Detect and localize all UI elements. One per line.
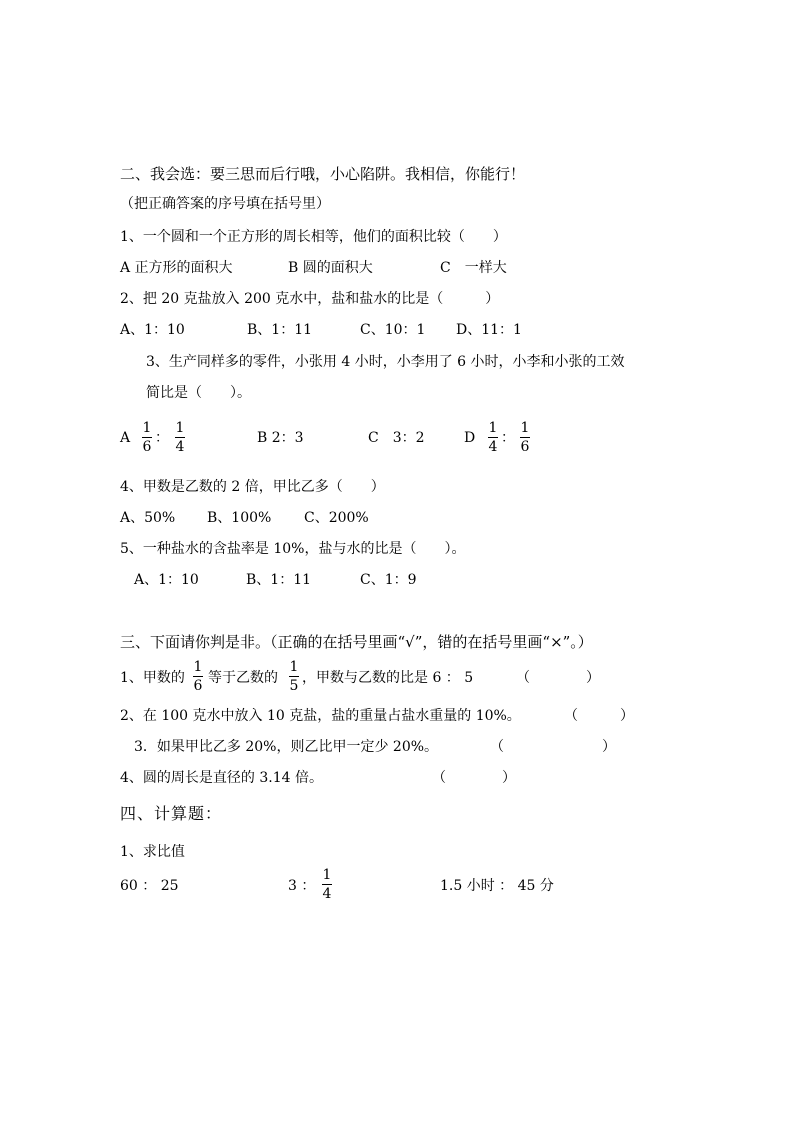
q1-option-b: B 圆的面积大 bbox=[288, 260, 373, 276]
section2-instruction: （把正确答案的序号填在括号里） bbox=[120, 196, 330, 212]
q3-option-a-label: A bbox=[120, 430, 131, 446]
s3-item4-text: 4、圆的周长是直径的 3.14 倍。 bbox=[120, 770, 323, 786]
q3-d-denominator-2: 6 bbox=[520, 439, 530, 455]
s3-item1-fraction-2 bbox=[289, 660, 299, 693]
q1-stem: 1、一个圆和一个正方形的周长相等，他们的面积比较（ ） bbox=[120, 229, 507, 245]
s3-item4-answer-paren[interactable]: （ ） bbox=[432, 770, 516, 786]
q2-option-a: A、1：10 bbox=[120, 322, 185, 338]
q3-d-numerator-2: 1 bbox=[520, 420, 530, 436]
ratio-2-denominator: 4 bbox=[322, 886, 332, 902]
q3-stem-line2: 简比是（ ）。 bbox=[146, 385, 251, 401]
fraction-bar bbox=[520, 437, 530, 438]
q2-option-c: C、10：1 bbox=[360, 322, 426, 338]
section3-title: 三、下面请你判是非。（正确的在括号里画“√”，错的在括号里画“×”。） bbox=[120, 633, 593, 651]
s3-item1-part3: ，甲数与乙数的比是 6 ： 5 bbox=[302, 670, 474, 686]
q3-a-numerator-1: 1 bbox=[142, 420, 152, 436]
section4-title: 四、计算题： bbox=[120, 804, 223, 823]
q3-option-d-separator: ： bbox=[501, 430, 515, 446]
section4-sub1: 1、求比值 bbox=[120, 844, 185, 860]
q3-option-a-separator: ： bbox=[155, 430, 169, 446]
q2-option-d: D、11：1 bbox=[456, 322, 522, 338]
s3-item3-text: 3．如果甲比乙多 20%，则乙比甲一定少 20%。 bbox=[134, 739, 439, 755]
s3-item1-denominator-1: 6 bbox=[193, 678, 203, 694]
q5-option-c: C、1：9 bbox=[360, 572, 417, 588]
q3-a-denominator-1: 6 bbox=[142, 439, 152, 455]
s3-item2-text: 2、在 100 克水中放入 10 克盐，盐的重量占盐水重量的 10%。 bbox=[120, 708, 521, 724]
q3-a-denominator-2: 4 bbox=[175, 439, 185, 455]
fraction-bar bbox=[322, 884, 332, 885]
q4-option-a: A、50% bbox=[120, 510, 176, 526]
s3-item1-part1: 1、甲数的 bbox=[120, 670, 185, 686]
ratio-1: 60 ： 25 bbox=[120, 878, 179, 894]
q3-option-d-fraction-2 bbox=[520, 421, 530, 454]
q3-option-d-fraction-1 bbox=[488, 421, 498, 454]
q3-option-a-fraction-1 bbox=[142, 421, 152, 454]
q3-option-a-fraction-2 bbox=[175, 421, 185, 454]
fraction-bar bbox=[142, 437, 152, 438]
s3-item1-part2: 等于乙数的 bbox=[208, 670, 278, 686]
q4-option-b: B、100% bbox=[207, 510, 272, 526]
q3-a-numerator-2: 1 bbox=[175, 420, 185, 436]
ratio-2-fraction bbox=[322, 868, 332, 901]
q3-stem-line1: 3、生产同样多的零件，小张用 4 小时，小李用了 6 小时，小李和小张的工效 bbox=[146, 354, 625, 370]
fraction-bar bbox=[193, 676, 203, 677]
fraction-bar bbox=[175, 437, 185, 438]
q1-option-a: A 正方形的面积大 bbox=[120, 260, 233, 276]
q1-option-c: C 一样大 bbox=[440, 260, 507, 276]
s3-item3-answer-paren[interactable]: （ ） bbox=[490, 739, 616, 755]
section2-title: 二、我会选：要三思而后行哦，小心陷阱。我相信，你能行！ bbox=[120, 165, 526, 183]
q3-option-d-label: D bbox=[464, 430, 476, 446]
q3-d-numerator-1: 1 bbox=[488, 420, 498, 436]
s3-item1-fraction-1 bbox=[193, 660, 203, 693]
s3-item2-answer-paren[interactable]: （ ） bbox=[564, 708, 634, 724]
s3-item1-numerator-1: 1 bbox=[193, 659, 203, 675]
q5-option-b: B、1：11 bbox=[246, 572, 312, 588]
fraction-bar bbox=[289, 676, 299, 677]
q4-stem: 4、甲数是乙数的 2 倍，甲比乙多（ ） bbox=[120, 479, 385, 495]
ratio-2-left: 3 ： bbox=[288, 878, 316, 894]
ratio-2-numerator: 1 bbox=[322, 867, 332, 883]
q4-option-c: C、200% bbox=[304, 510, 369, 526]
s3-item1-denominator-2: 5 bbox=[289, 678, 299, 694]
q5-option-a: A、1：10 bbox=[134, 572, 199, 588]
q3-d-denominator-1: 4 bbox=[488, 439, 498, 455]
s3-item1-answer-paren[interactable]: （ ） bbox=[516, 670, 600, 686]
q2-option-b: B、1：11 bbox=[247, 322, 313, 338]
q3-option-c: C 3：2 bbox=[368, 430, 425, 446]
ratio-3: 1.5 小时 ： 45 分 bbox=[440, 878, 554, 894]
q3-option-b: B 2：3 bbox=[257, 430, 304, 446]
s3-item1-numerator-2: 1 bbox=[289, 659, 299, 675]
q5-stem: 5、一种盐水的含盐率是 10%，盐与水的比是（ ）。 bbox=[120, 541, 466, 557]
q2-stem: 2、把 20 克盐放入 200 克水中，盐和盐水的比是（ ） bbox=[120, 291, 500, 307]
fraction-bar bbox=[488, 437, 498, 438]
